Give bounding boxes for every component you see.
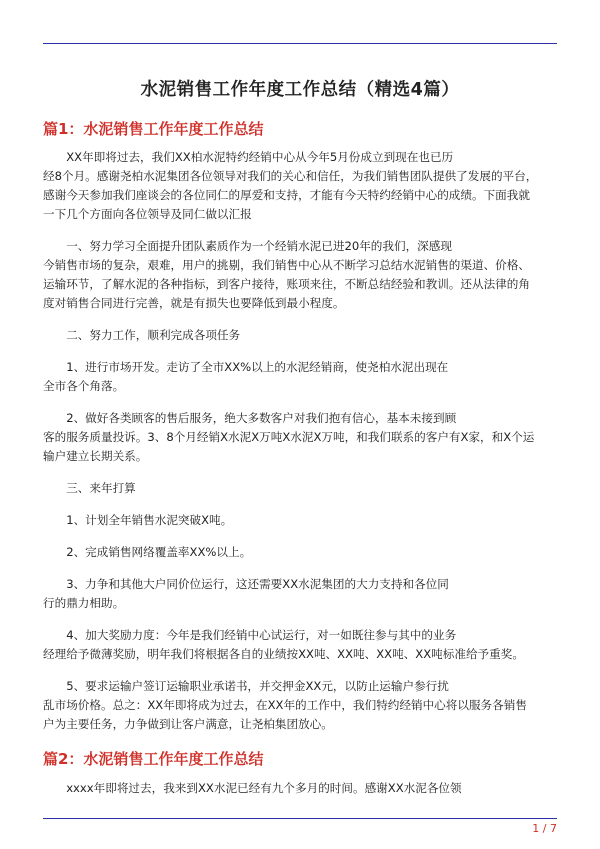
paragraph-line: 户为主要任务，力争做到让客户满意，让尧柏集团放心。 <box>43 717 333 731</box>
paragraph-line: 1、计划全年销售水泥突破X吨。 <box>43 513 233 527</box>
paragraph-line: 2、做好各类顾客的售后服务，绝大多数客户对我们抱有信心，基本未接到顾 <box>43 411 457 425</box>
header-rule <box>43 43 557 44</box>
paragraph-line: XX年即将过去，我们XX柏水泥特约经销中心从今年5月份成立到现在也已历 <box>43 150 454 164</box>
paragraph-line: 4、加大奖励力度：今年是我们经销中心试运行，对一如既往参与其中的业务 <box>43 628 457 642</box>
section-1-heading: 篇1：水泥销售工作年度工作总结 <box>43 120 264 138</box>
paragraph-line: 一、努力学习全面提升团队素质作为一个经销水泥已进20年的我们，深感现 <box>43 239 452 253</box>
paragraph-line: 5、要求运输户签订运输职业承诺书，并交押金XX元，以防止运输户参行扰 <box>43 679 449 693</box>
paragraph-line: 2、完成销售网络覆盖率XX%以上。 <box>43 545 252 559</box>
paragraph-line: 三、来年打算 <box>43 481 136 495</box>
paragraph-line: 二、努力工作，顺利完成各项任务 <box>43 328 241 342</box>
paragraph-line: 一下几个方面向各位领导及同仁做以汇报 <box>43 207 252 221</box>
page-number: 1 / 7 <box>532 822 557 835</box>
paragraph-line: 乱市场价格。总之：XX年即将成为过去，在XX年的工作中，我们特约经销中心将以服务各销售 <box>43 698 527 712</box>
document-title: 水泥销售工作年度工作总结（精选4篇） <box>140 80 460 100</box>
footer-rule <box>43 818 557 819</box>
paragraph-line: 行的鼎力相助。 <box>43 596 125 610</box>
paragraph-line: 度对销售合同进行完善，就是有损失也要降低到最小程度。 <box>43 296 345 310</box>
paragraph-line: 运输环节，了解水泥的各种指标，到客户接待，账项来往，不断总结经验和教训。还从法律的角 <box>43 277 530 291</box>
paragraph-line: xxxx年即将过去，我来到XX水泥已经有九个多月的时间。感谢XX水泥各位领 <box>43 781 462 795</box>
paragraph-line: 客的服务质量投诉。3、8个月经销X水泥X万吨X水泥X万吨，和我们联系的客户有X家，和X个运 <box>43 430 535 444</box>
paragraph-line: 感谢今天参加我们座谈会的各位同仁的厚爱和支持，才能有今天特约经销中心的成绩。下面我就 <box>43 188 530 202</box>
paragraph-line: 今销售市场的复杂，艰难，用户的挑剔，我们销售中心从不断学习总结水泥销售的渠道、价格、 <box>43 258 530 272</box>
paragraph-line: 输户建立长期关系。 <box>43 449 148 463</box>
paragraph-line: 经8个月。感谢尧柏水泥集团各位领导对我们的关心和信任，为我们销售团队提供了发展的平台， <box>43 169 538 183</box>
paragraph-line: 全市各个角落。 <box>43 379 125 393</box>
paragraph-line: 3、力争和其他大户同价位运行，这还需要XX水泥集团的大力支持和各位同 <box>43 577 449 591</box>
paragraph-line: 经理给予微薄奖励，明年我们将根据各自的业绩按XX吨、XX吨、XX吨、XX吨标准给予重奖。 <box>43 647 524 661</box>
paragraph-line: 1、进行市场开发。走访了全市XX%以上的水泥经销商，使尧柏水泥出现在 <box>43 360 449 374</box>
section-2-heading: 篇2：水泥销售工作年度工作总结 <box>43 750 264 768</box>
